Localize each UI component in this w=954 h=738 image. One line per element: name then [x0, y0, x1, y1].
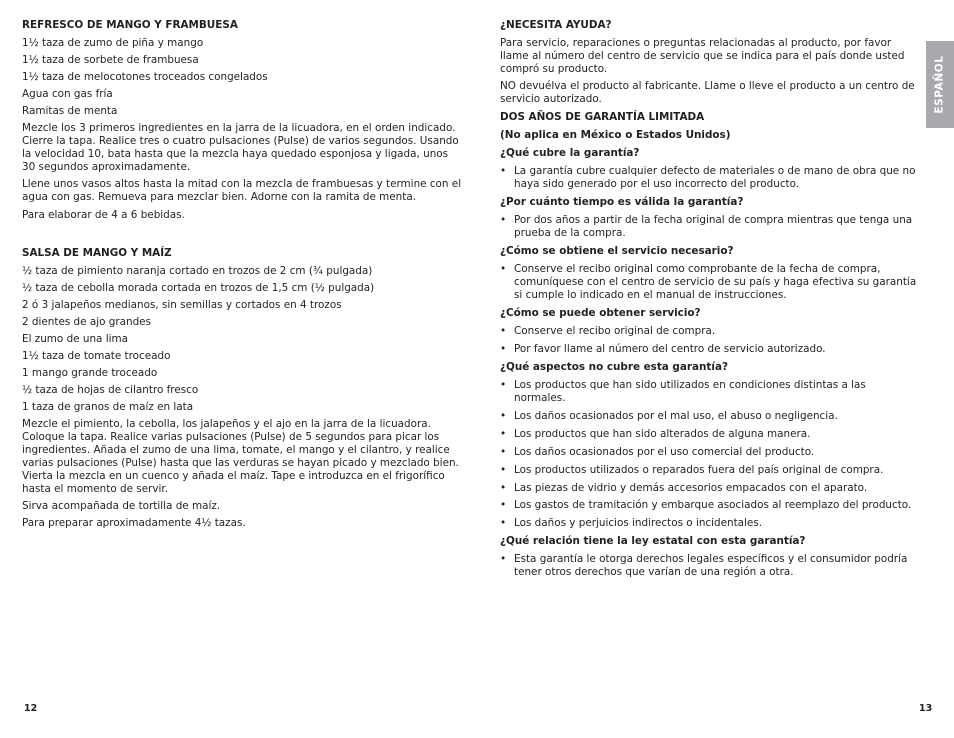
bullet-item: • Por dos años a partir de la fecha original de compra mientras que tenga una prueba de la compra.: [500, 214, 920, 240]
warranty-question: ¿Qué cubre la garantía?: [500, 146, 640, 159]
warranty-question: ¿Qué aspectos no cubre esta garantía?: [500, 360, 728, 373]
ingredient: 1½ taza de zumo de piña y mango: [22, 37, 204, 50]
yield-text: Para preparar aproximadamente 4½ tazas.: [22, 517, 246, 530]
recipe-mango-corn-salsa: [22, 247, 462, 531]
warranty-question: ¿Cómo se puede obtener servicio?: [500, 307, 701, 320]
bullet-item: • Los daños y perjuicios indirectos o incidentales.: [500, 517, 920, 530]
language-tab: [926, 41, 954, 128]
ingredient: 2 ó 3 jalapeños medianos, sin semillas y cortados en 4 trozos: [22, 298, 342, 311]
warranty-note: (No aplica en México o Estados Unidos): [500, 128, 731, 141]
recipe-title: REFRESCO DE MANGO Y FRAMBUESA: [22, 19, 238, 31]
recipe-title: SALSA DE MANGO Y MAÍZ: [22, 246, 172, 259]
warranty-question: ¿Por cuánto tiempo es válida la garantía?: [500, 195, 744, 208]
bullet-item: • La garantía cubre cualquier defecto de materiales o de mano de obra que no haya sido generado por el uso incorrecto del producto.: [500, 165, 920, 191]
left-page-content: [22, 19, 462, 534]
warranty-section: [500, 111, 920, 580]
warranty-title: DOS AÑOS DE GARANTÍA LIMITADA: [500, 110, 705, 123]
ingredient: El zumo de una lima: [22, 332, 128, 345]
help-title: ¿NECESITA AYUDA?: [500, 19, 612, 31]
ingredient: Ramitas de menta: [22, 105, 118, 118]
ingredient: 1 mango grande troceado: [22, 366, 158, 379]
ingredient: 1½ taza de melocotones troceados congelados: [22, 71, 268, 84]
bullet-item: • Los productos utilizados o reparados fuera del país original de compra.: [500, 464, 920, 477]
ingredient: 1½ taza de sorbete de frambuesa: [22, 54, 199, 67]
ingredient: ½ taza de pimiento naranja cortado en trozos de 2 cm (¾ pulgada): [22, 264, 373, 277]
bullet-item: • Los gastos de tramitación y embarque asociados al reemplazo del producto.: [500, 499, 920, 512]
bullet-item: • Conserve el recibo original de compra.: [500, 325, 920, 338]
help-section: [500, 19, 920, 107]
bullet-item: • Conserve el recibo original como comprobante de la fecha de compra, comuníquese con el centro de servicio de su país y haga efectiva su garantía si cumple lo indicado en el manual de instrucciones.: [500, 263, 920, 302]
warranty-question: ¿Cómo se obtiene el servicio necesario?: [500, 244, 734, 257]
bullet-item: • Los productos que han sido utilizados en condiciones distintas a las normales.: [500, 379, 920, 405]
ingredient: 1½ taza de tomate troceado: [22, 349, 171, 362]
ingredient-list: [22, 37, 462, 118]
serving-text: Sirva acompañada de tortilla de maíz.: [22, 500, 221, 513]
bullet-item: • Los productos que han sido alterados de alguna manera.: [500, 428, 920, 441]
recipe-mango-raspberry: [22, 19, 462, 222]
ingredient-list: [22, 265, 462, 414]
ingredient: 1 taza de granos de maíz en lata: [22, 400, 194, 413]
instruction-paragraph: Llene unos vasos altos hasta la mitad con la mezcla de frambuesas y termine con el agua con gas. Remueva para mezclar bien. Adorne con la ramita de menta.: [22, 178, 462, 204]
instruction-paragraph: Mezcle los 3 primeros ingredientes en la jarra de la licuadora, en el orden indicado. Cierre la tapa. Realice tres o cuatro pulsaciones (Pulse) de varios segundos. Usando la velocidad 10, bata hasta que la mezcla haya quedado esponjosa y ligada, unos 30 segundos aproximadamente.: [22, 122, 459, 174]
ingredient: ½ taza de hojas de cilantro fresco: [22, 383, 199, 396]
bullet-item: • Los daños ocasionados por el uso comercial del producto.: [500, 446, 920, 459]
page-number-left: 12: [24, 703, 38, 714]
bullet-item: • Esta garantía le otorga derechos legales específicos y el consumidor podría tener otros derechos que varían de una región a otra.: [500, 553, 920, 579]
ingredient: 2 dientes de ajo grandes: [22, 315, 151, 328]
bullet-item: • Las piezas de vidrio y demás accesorios empacados con el aparato.: [500, 482, 920, 495]
bullet-item: • Por favor llame al número del centro de servicio autorizado.: [500, 343, 920, 356]
ingredient: Agua con gas fría: [22, 88, 113, 101]
warranty-question: ¿Qué relación tiene la ley estatal con esta garantía?: [500, 535, 806, 548]
instruction-paragraph: Mezcle el pimiento, la cebolla, los jalapeños y el ajo en la jarra de la licuadora. Coloque la tapa. Realice varias pulsaciones (Pulse) de 5 segundos para picar los ingredientes. Añada el zumo de una lima, tomate, el mango y el cilantro, y realice varias pulsaciones (Pulse) hasta que las verduras se hayan picado y mezclado bien. Vierta la mezcla en un cuenco y añada el maíz. Tape e introduzca en el frigorífico hasta el momento de servir.: [22, 417, 459, 496]
yield-text: Para elaborar de 4 a 6 bebidas.: [22, 208, 185, 221]
page-number-right: 13: [919, 703, 933, 714]
language-tab-label: ESPAÑOL: [933, 55, 946, 114]
right-page-content: [500, 19, 920, 584]
help-paragraph: Para servicio, reparaciones o preguntas relacionadas al producto, por favor llame al número del centro de servicio que se indica para el país donde usted compró su producto.: [500, 37, 905, 76]
ingredient: ½ taza de cebolla morada cortada en trozos de 1,5 cm (½ pulgada): [22, 281, 375, 294]
bullet-item: • Los daños ocasionados por el mal uso, el abuso o negligencia.: [500, 410, 920, 423]
help-paragraph: NO devuélva el producto al fabricante. Llame o lleve el producto a un centro de servicio autorizado.: [500, 80, 915, 106]
